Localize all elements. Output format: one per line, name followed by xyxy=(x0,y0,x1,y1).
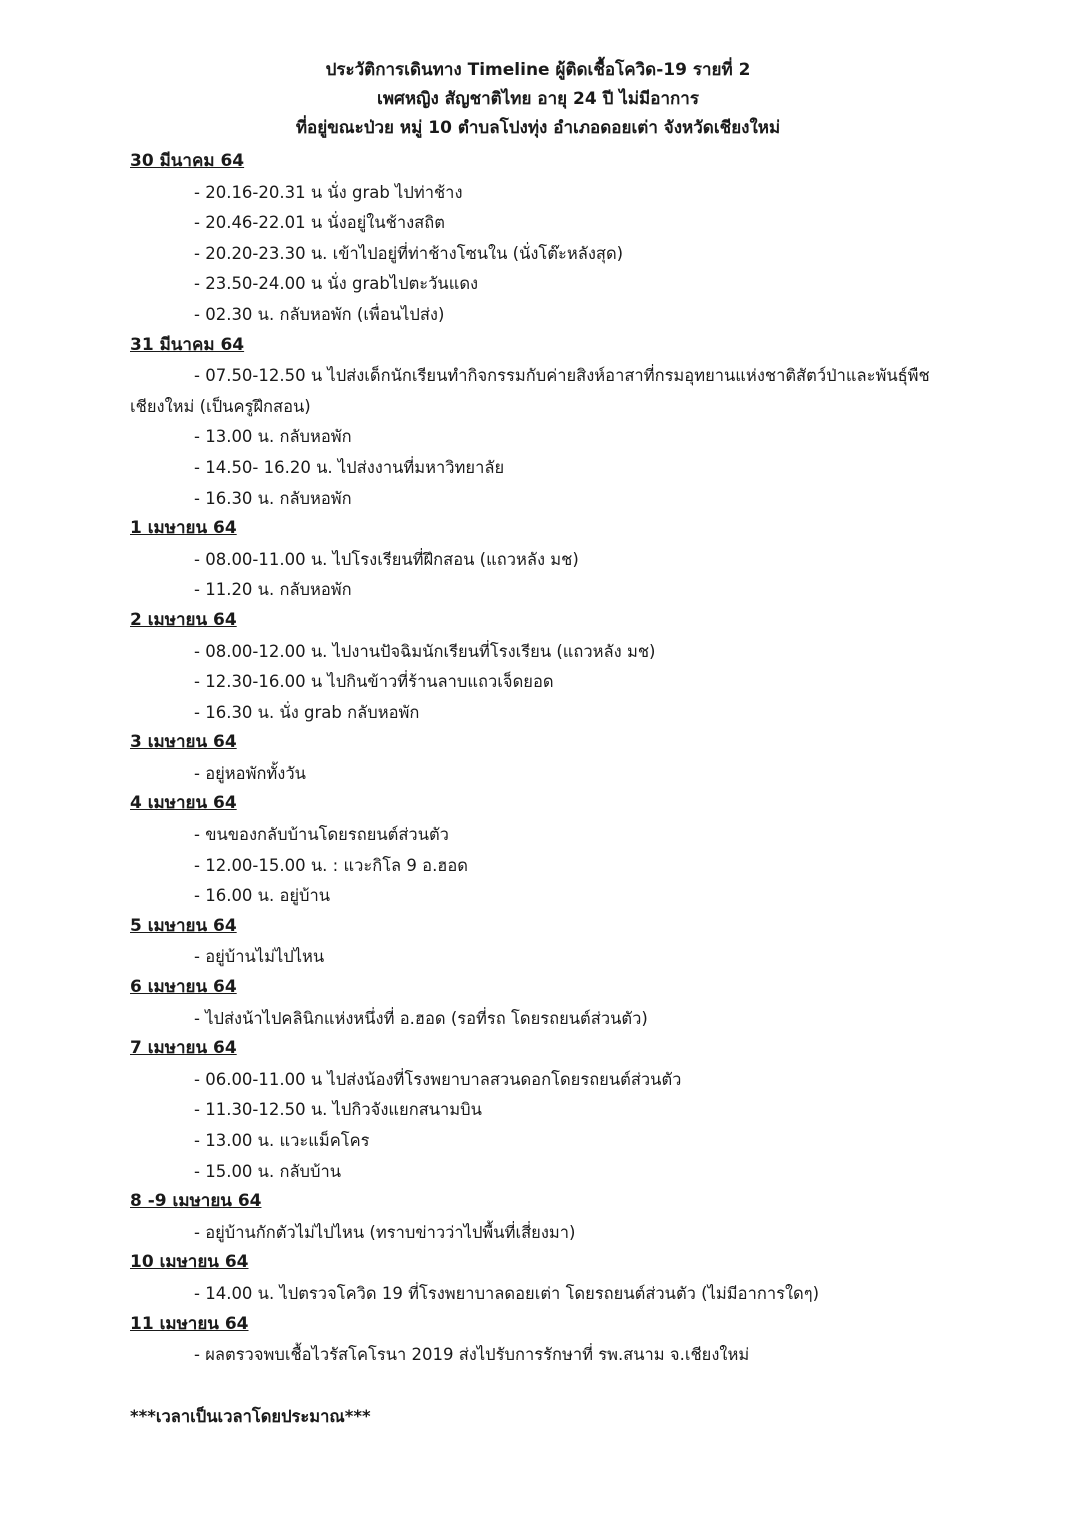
timeline-entry: - 14.00 น. ไปตรวจโควิด 19 ที่โรงพยาบาลดอยเต่า โดยรถยนต์ส่วนตัว (ไม่มีอาการใดๆ) xyxy=(194,1283,820,1303)
timeline-entry: - 12.30-16.00 น ไปกินข้าวที่ร้านลาบแถวเจ็ดยอด xyxy=(194,672,554,692)
timeline-entry: - 11.20 น. กลับหอพัก xyxy=(194,580,352,600)
day-heading: 4 เมษายน 64 xyxy=(130,793,237,814)
timeline-entry: - ขนของกลับบ้านโดยรถยนต์ส่วนตัว xyxy=(194,825,449,845)
timeline-entry: - ผลตรวจพบเชื้อไวรัสโคโรนา 2019 ส่งไปรับการรักษาที่ รพ.สนาม จ.เชียงใหม่ xyxy=(194,1345,750,1365)
timeline-entry: - 08.00-11.00 น. ไปโรงเรียนที่ฝึกสอน (แถวหลัง มช) xyxy=(194,549,579,569)
timeline-entry: - อยู่บ้านกักตัวไม่ไปไหน (ทราบข่าวว่าไปพื้นที่เสี่ยงมา) xyxy=(194,1222,576,1242)
day-heading: 7 เมษายน 64 xyxy=(130,1038,237,1059)
timeline-entry: - 20.20-23.30 น. เข้าไปอยู่ที่ท่าช้างโซนใน (นั่งโต๊ะหลังสุด) xyxy=(194,243,624,263)
timeline-entry: - 16.30 น. กลับหอพัก xyxy=(194,488,352,508)
timeline-entry: - 15.00 น. กลับบ้าน xyxy=(194,1161,342,1181)
timeline-entry: - 20.46-22.01 น นั่งอยู่ในช้างสถิต xyxy=(194,213,445,233)
document-header xyxy=(0,56,1076,143)
day-heading: 5 เมษายน 64 xyxy=(130,915,237,936)
day-heading: 30 มีนาคม 64 xyxy=(130,151,245,171)
timeline-entry: - 12.00-15.00 น. : แวะกิโล 9 อ.ฮอด xyxy=(194,855,469,875)
timeline-entry: - อยู่บ้านไม่ไปไหน xyxy=(194,947,325,967)
timeline-entry: - อยู่หอพักทั้งวัน xyxy=(194,763,306,783)
timeline-entry: - 13.00 น. แวะแม็คโคร xyxy=(194,1131,370,1150)
day-heading: 11 เมษายน 64 xyxy=(130,1313,249,1334)
timeline-entry: - ไปส่งน้าไปคลินิกแห่งหนึ่งที่ อ.ฮอด (รอที่รถ โดยรถยนต์ส่วนตัว) xyxy=(194,1008,648,1028)
timeline-entry: - 20.16-20.31 น นั่ง grab ไปท่าช้าง xyxy=(194,182,463,202)
day-heading: 1 เมษายน 64 xyxy=(130,518,237,539)
timeline-body xyxy=(130,147,950,1371)
timeline-entry: - 08.00-12.00 น. ไปงานปัจฉิมนักเรียนที่โรงเรียน (แถวหลัง มช) xyxy=(194,641,656,661)
header-patient-info: เพศหญิง สัญชาติไทย อายุ 24 ปี ไม่มีอาการ xyxy=(377,89,699,109)
day-heading: 2 เมษายน 64 xyxy=(130,609,237,630)
timeline-entry: - 23.50-24.00 น นั่ง grabไปตะวันแดง xyxy=(194,274,479,294)
day-heading: 10 เมษายน 64 xyxy=(130,1252,249,1273)
timeline-entry: - 13.00 น. กลับหอพัก xyxy=(194,427,352,447)
day-heading: 8 -9 เมษายน 64 xyxy=(130,1191,262,1212)
timeline-entry: - 16.30 น. นั่ง grab กลับหอพัก xyxy=(194,702,420,722)
timeline-entry: - 14.50- 16.20 น. ไปส่งงานที่มหาวิทยาลัย xyxy=(194,457,505,477)
timeline-entry: - 16.00 น. อยู่บ้าน xyxy=(194,886,331,906)
timeline-entry: - 02.30 น. กลับหอพัก (เพื่อนไปส่ง) xyxy=(194,304,445,324)
day-heading: 3 เมษายน 64 xyxy=(130,732,237,753)
timeline-entry: - 06.00-11.00 น ไปส่งน้องที่โรงพยาบาลสวนดอกโดยรถยนต์ส่วนตัว xyxy=(194,1069,682,1089)
footnote: ***เวลาเป็นเวลาโดยประมาณ*** xyxy=(130,1407,371,1426)
header-title: ประวัติการเดินทาง Timeline ผู้ติดเชื้อโควิด-19 รายที่ 2 xyxy=(325,60,751,80)
day-heading: 31 มีนาคม 64 xyxy=(130,334,245,355)
header-address: ที่อยู่ขณะป่วย หมู่ 10 ตำบลโปงทุ่ง อำเภอดอยเต่า จังหวัดเชียงใหม่ xyxy=(295,118,781,138)
timeline-entry: - 11.30-12.50 น. ไปกิวจังแยกสนามบิน xyxy=(194,1100,482,1120)
day-heading: 6 เมษายน 64 xyxy=(130,977,237,998)
timeline-entry: - 07.50-12.50 น ไปส่งเด็กนักเรียนทำกิจกรรมกับค่ายสิงห์อาสาที่กรมอุทยานแห่งชาติสัตว์ป่าและพันธุ์พืช เชียงใหม่ (เป็นครูฝึกสอน) xyxy=(130,366,930,416)
